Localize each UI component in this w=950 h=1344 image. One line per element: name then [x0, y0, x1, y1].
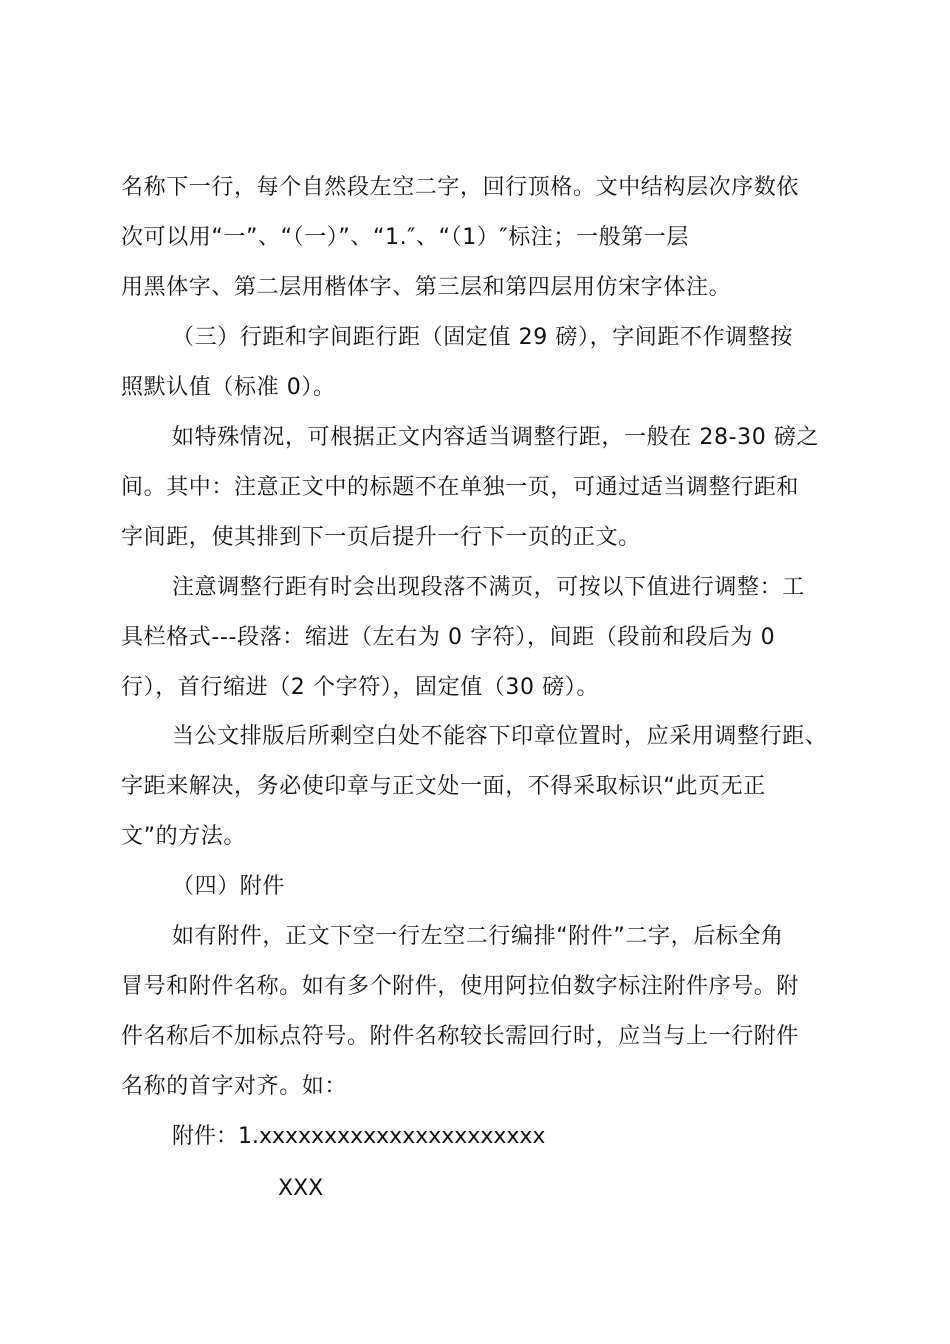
text-line: 用黑体字、第二层用楷体字、第三层和第四层用仿宋字体注。 [121, 275, 732, 300]
text-line: 名称的首字对齐。如： [121, 1074, 348, 1099]
text-line: 文”的方法。 [121, 824, 246, 849]
text-line: 名称下一行，每个自然段左空二字，回行顶格。文中结构层次序数依 [121, 175, 800, 200]
text-line: 如有附件，正文下空一行左空二行编排“附件”二字，后标全角 [172, 924, 784, 949]
section-heading: （四）附件 [172, 874, 286, 899]
text-line: 如特殊情况，可根据正文内容适当调整行距，一般在 28-30 磅之 [172, 425, 820, 450]
text-line: 字间距，使其排到下一页后提升一行下一页的正文。 [121, 525, 641, 550]
text-line: 具栏格式---段落：缩进（左右为 0 字符），间距（段前和段后为 0 [121, 625, 776, 650]
attachment-line: 附件：1.xxxxxxxxxxxxxxxxxxxxxx [172, 1124, 546, 1149]
text-line: 当公文排版后所剩空白处不能容下印章位置时，应采用调整行距、 [172, 724, 828, 749]
text-line: 件名称后不加标点符号。附件名称较长需回行时，应当与上一行附件 [121, 1024, 800, 1049]
text-line: 注意调整行距有时会出现段落不满页，可按以下值进行调整：工 [172, 575, 805, 600]
text-line: 间。其中：注意正文中的标题不在单独一页，可通过适当调整行距和 [121, 475, 800, 500]
attachment-continuation: XXX [278, 1176, 324, 1201]
section-heading: （三）行距和字间距行距（固定值 29 磅），字间距不作调整按 [172, 325, 793, 350]
text-line: 行），首行缩进（2 个字符），固定值（30 磅）。 [121, 675, 599, 700]
text-line: 字距来解决，务必使印章与正文处一面，不得采取标识“此页无正 [121, 774, 766, 799]
text-line: 照默认值（标准 0）。 [121, 375, 336, 400]
text-line: 次可以用“一”、“（一）”、“1.″、“（1）″标注；一般第一层 [121, 225, 690, 250]
text-line: 冒号和附件名称。如有多个附件，使用阿拉伯数字标注附件序号。附 [121, 974, 800, 999]
